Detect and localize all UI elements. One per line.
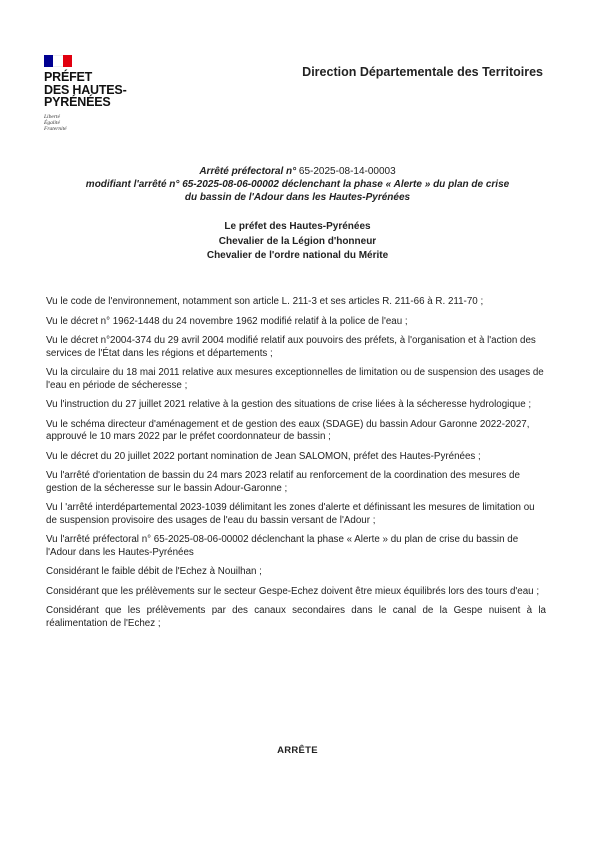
- prefet-line-2: Chevalier de la Légion d'honneur: [218, 235, 377, 247]
- prefet-line-1: Le préfet des Hautes-Pyrénées: [224, 221, 371, 232]
- logo-line-1: PRÉFET: [44, 70, 93, 84]
- considerant-paragraph: Vu l'arrêté d'orientation de bassin du 24 mars 2023 relatif au renforcement de la coordination des mesures de gestion de la sécheresse sur le bassin Adour-Garonne ;: [46, 470, 520, 494]
- republic-motto: [44, 114, 154, 133]
- motto-fraternite: Fraternité: [44, 126, 67, 133]
- considerant-paragraph: Vu le décret du 20 juillet 2022 portant nomination de Jean SALOMON, préfet des Hautes-Pyrénées ;: [46, 450, 481, 462]
- motto-egalite: Égalité: [44, 119, 60, 126]
- considerant-paragraph: Vu la circulaire du 18 mai 2011 relative aux mesures exceptionnelles de limitation ou de suspension des usages de l'eau en période de sécheresse ;: [46, 367, 544, 391]
- considerant-paragraph: Vu l 'arrêté interdépartemental 2023-1039 délimitant les zones d'alerte et définissant les mesures de limitation ou de suspension provisoire des usages de l'eau du bassin versant de l'Adour ;: [46, 502, 535, 526]
- considerant-paragraph: Vu l'arrêté préfectoral n° 65-2025-08-06-00002 déclenchant la phase « Alerte » du plan de crise du bassin de l'Adour dans les Hautes-Pyrénées: [46, 534, 519, 558]
- motto-liberte: Liberté: [44, 113, 60, 120]
- considerant-paragraph: Vu le décret n°2004-374 du 29 avril 2004 modifié relatif aux pouvoirs des préfets, à l'organisation et à l'action des services de l'État dans les régions et départements ;: [46, 335, 536, 359]
- considerant-paragraph: Vu le schéma directeur d'aménagement et de gestion des eaux (SDAGE) du bassin Adour Garonne 2022-2027, approuvé le 10 mars 2022 par le préfet coordonnateur de bassin ;: [46, 418, 530, 442]
- prefet-line-3: Chevalier de l'ordre national du Mérite: [206, 250, 389, 261]
- considerant-paragraph: Considérant que les prélèvements sur le secteur Gespe-Echez doivent être mieux équilibrés lors des tours d'eau ;: [46, 585, 540, 597]
- arrete-title-line-2: modifiant l'arrêté n° 65-2025-08-06-00002 déclenchant la phase « Alerte » du plan de crise: [85, 179, 510, 190]
- arrete-title: [0, 165, 595, 204]
- considerant-paragraph: Vu l'instruction du 27 juillet 2021 relative à la gestion des situations de crise liées à la sécheresse hydrologique ;: [46, 399, 532, 410]
- arrete-label: Arrêté préfectoral n°: [199, 166, 297, 177]
- direction-title: Direction Départementale des Territoires: [302, 65, 543, 79]
- prefet-logo: [44, 55, 154, 132]
- considerants-list: [46, 296, 546, 637]
- considerant-paragraph: Considérant le faible débit de l'Echez à Nouilhan ;: [46, 566, 262, 577]
- logo-line-3: PYRÉNÉES: [44, 95, 111, 109]
- arrete-title-line-1: [0, 165, 595, 178]
- prefet-titles: [0, 220, 595, 264]
- arrete-title-line-3: du bassin de l'Adour dans les Hautes-Pyrénées: [184, 192, 411, 203]
- marianne-flag-icon: [44, 55, 72, 67]
- arrete-heading: ARRÊTE: [277, 745, 318, 756]
- considerant-paragraph: Considérant que les prélèvements par des canaux secondaires dans le canal de la Gespe nuisent à la réalimentation de l'Echez ;: [46, 605, 546, 629]
- considerant-paragraph: Vu le code de l'environnement, notamment son article L. 211-3 et ses articles R. 211-66 à R. 211-70 ;: [46, 296, 484, 307]
- arrete-number: 65-2025-08-14-00003: [298, 166, 396, 177]
- considerant-paragraph: Vu le décret n° 1962-1448 du 24 novembre 1962 modifié relatif à la police de l'eau ;: [46, 315, 408, 327]
- logo-line-2: DES HAUTES-: [44, 82, 127, 97]
